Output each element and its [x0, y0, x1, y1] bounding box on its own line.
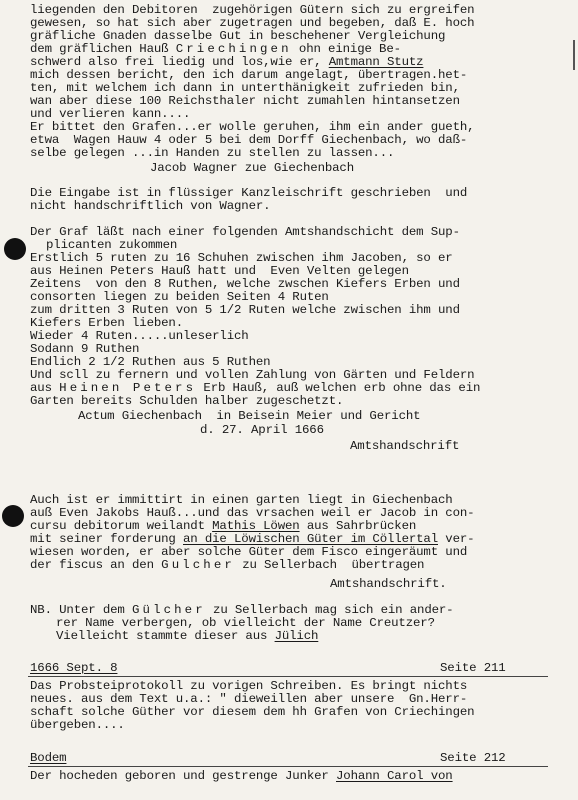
text-line: Wieder 4 Ruten.....unleserlich	[30, 329, 249, 343]
text-run: dem gräflichen Hauß	[30, 42, 176, 56]
text-line: ten, mit welchem ich dann in unterthänigkeit zufrieden bin,	[30, 81, 460, 95]
text-line: und verlieren kann....	[30, 107, 191, 121]
text-line: Das Probsteiprotokoll zu vorigen Schreiben. Es bringt nichts	[30, 679, 468, 693]
text-run: ohn einige Be-	[291, 42, 401, 56]
name-mathis-loewen: Mathis Löwen	[212, 519, 300, 533]
text-line: plicanten zukommen	[46, 238, 178, 252]
text-line: Actum Giechenbach in Beisein Meier und Gericht	[78, 409, 421, 423]
section-label: Amtshandschrift	[350, 439, 460, 453]
text-line: neues. aus dem Text u.a.: " dieweillen aber unsere Gn.Herr-	[30, 692, 468, 706]
text-line: aus Heinen Peters Hauß hatt und Even Velten gelegen	[30, 264, 409, 278]
edge-mark-right	[573, 40, 575, 70]
phrase-loewische-gueter: an die Löwischen Güter im Cöllertal	[183, 532, 438, 546]
text-run: zu Sellerbach mag sich ein ander-	[205, 603, 454, 617]
text-line: Kiefers Erben lieben.	[30, 316, 183, 330]
text-line: mich dessen bericht, den ich darum angelagt, übertragen.het-	[30, 68, 468, 82]
name-amtmann-stutz: Amtmann Stutz	[328, 55, 424, 69]
text-line: auß Even Jakobs Hauß...und das vrsachen weil er Jacob in con-	[30, 506, 475, 520]
text-line: wan aber diese 100 Reichsthaler nicht zumahlen hintansetzen	[30, 94, 460, 108]
name-heinen-peters: Heinen Peters	[59, 381, 197, 395]
separator-rule	[28, 676, 548, 677]
text-line: Der Graf läßt nach einer folgenden Amtshandschicht dem Sup-	[30, 225, 460, 239]
separator-rule	[28, 766, 548, 767]
text-line: selbe gelegen ...in Handen zu stellen zu lassen...	[30, 146, 395, 160]
text-run: cursu debitorum weilandt	[30, 519, 213, 533]
text-run: Vielleicht stammte dieser aus	[56, 629, 275, 643]
name-johann-carol: Johann Carol von	[336, 769, 453, 783]
text-line: consorten liegen zu beiden Seiten 4 Ruten	[30, 290, 329, 304]
text-line: Garten bereits Schulden halber zugeschetzt.	[30, 394, 344, 408]
note-line	[56, 630, 318, 643]
text-line: liegenden den Debitoren zugehörigen Gütern sich zu ergreifen	[30, 3, 475, 17]
text-run: der fiscus an den	[30, 558, 162, 572]
text-run: NB. Unter dem	[30, 603, 132, 617]
signature-line: Jacob Wagner zue Giechenbach	[150, 161, 354, 175]
punch-hole-top	[4, 238, 26, 260]
page-reference: Seite 212	[440, 751, 506, 765]
entry-heading: Bodem	[30, 751, 67, 765]
text-line: etwa Wagen Hauw 4 oder 5 bei dem Dorff Giechenbach, wo daß-	[30, 133, 468, 147]
place-name-criechingen: Criechingen	[175, 42, 292, 56]
text-run: ver-	[438, 532, 475, 546]
text-run: schwerd also frei liedig und los,wie er,	[30, 55, 329, 69]
entry-date: 1666 Sept. 8	[30, 661, 118, 675]
text-run: aus	[30, 381, 60, 395]
text-line: nicht handschriftlich von Wagner.	[30, 199, 271, 213]
text-run: mit seiner forderung	[30, 532, 183, 546]
name-gulcher: Gulcher	[161, 558, 235, 572]
text-line: gräfliche Gnaden dasselbe Gut in beschehener Vergleichung	[30, 29, 446, 43]
text-line: Er bittet den Grafen...er wolle geruhen, ihm ein ander gueth,	[30, 120, 475, 134]
text-line: Und scll zu fernern und vollen Zahlung von Gärten und Feldern	[30, 368, 475, 382]
name-guelcher: Gülcher	[132, 603, 206, 617]
place-juelich: Jülich	[274, 629, 319, 643]
text-line: Endlich 2 1/2 Ruthen aus 5 Ruthen	[30, 355, 271, 369]
text-line: zum dritten 3 Ruten von 5 1/2 Ruten welche zwischen ihm und	[30, 303, 460, 317]
note-line: rer Name verbergen, ob vielleicht der Name Creutzer?	[56, 616, 435, 630]
date-line: d. 27. April 1666	[200, 423, 324, 437]
text-line	[30, 559, 424, 572]
text-run: Erb Hauß, auß welchen erb ohne das ein	[196, 381, 481, 395]
punch-hole-bottom	[2, 505, 24, 527]
section-label: Amtshandschrift.	[330, 577, 447, 591]
text-line: Erstlich 5 ruten zu 16 Schuhen zwischen ihm Jacoben, so er	[30, 251, 453, 265]
text-run: Der hocheden geboren und gestrenge Junker	[30, 769, 336, 783]
page-reference: Seite 211	[440, 661, 506, 675]
text-line: Zeitens von den 8 Ruthen, welche zwschen Kiefers Erben und	[30, 277, 460, 291]
text-line: gewesen, so hat sich aber zugetragen und begeben, daß E. hoch	[30, 16, 475, 30]
text-line: übergeben....	[30, 718, 125, 732]
text-line: Sodann 9 Ruthen	[30, 342, 140, 356]
text-line: wiesen worden, er aber solche Güter dem Fisco eingeräumt und	[30, 545, 468, 559]
text-run: aus Sahrbrücken	[299, 519, 417, 533]
text-line: schaft solche Güther vor diesem dem hh Grafen von Criechingen	[30, 705, 475, 719]
text-line	[30, 770, 453, 783]
text-run: zu Sellerbach übertragen	[234, 558, 425, 572]
text-line: Auch ist er immittirt in einen garten liegt in Giechenbach	[30, 493, 453, 507]
text-line: Die Eingabe ist in flüssiger Kanzleischrift geschrieben und	[30, 186, 468, 200]
